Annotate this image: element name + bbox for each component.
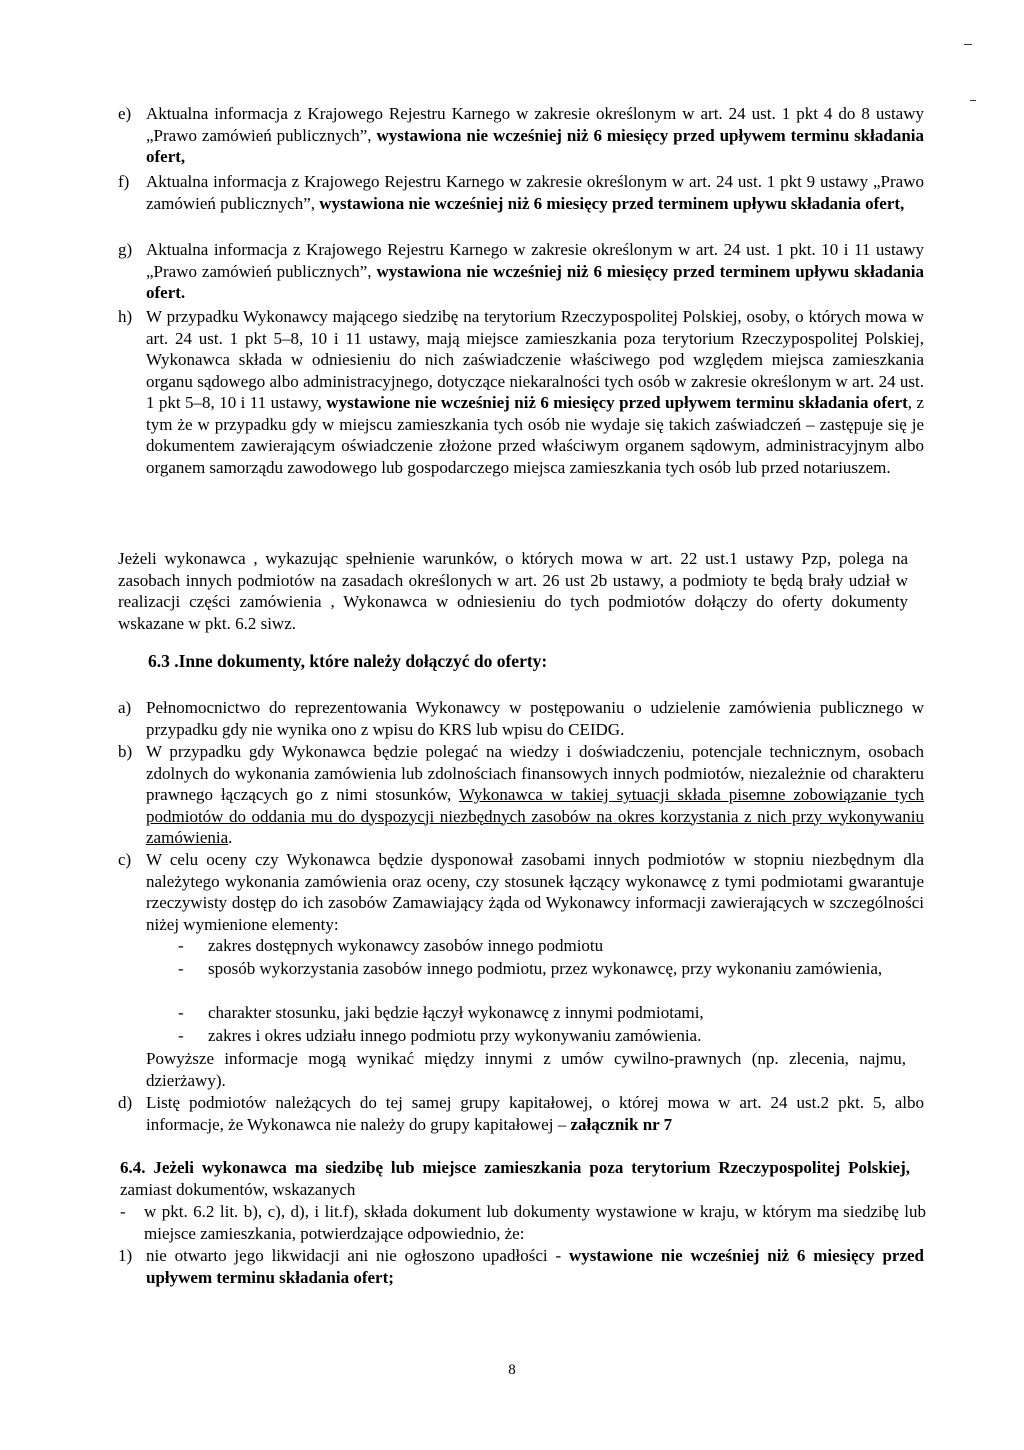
dash-item: [148, 1025, 918, 1047]
bold-text: wystawione nie wcześniej niż 6 miesięcy przed upływem terminu składania ofert;: [146, 1246, 924, 1287]
item-label: f): [118, 172, 130, 191]
item-label: a): [118, 698, 132, 717]
item-text: [146, 849, 924, 935]
list-item-1: [118, 1245, 924, 1288]
item-label: e): [118, 104, 132, 123]
heading-rest: zamiast dokumentów, wskazanych: [120, 1179, 356, 1199]
item-label: 1): [118, 1246, 133, 1265]
item-text: [146, 103, 924, 168]
item-text: [146, 306, 924, 478]
text-run: Listę podmiotów należących do tej samej grupy kapitałowej, o której mowa w art. 24 ust.2 pkt. 5, albo informacje, że Wykonawca nie należy do grupy kapitałowej –: [146, 1093, 924, 1134]
item-label: b): [118, 742, 133, 761]
bold-text: załącznik nr 7: [570, 1114, 673, 1134]
text-run: Aktualna informacja z Krajowego Rejestru Karnego w zakresie określonym w art. 24 ust. 1 pkt 4 do 8 ustawy „Prawo zamówień publicznych”,: [146, 104, 924, 145]
bold-text: wystawiona nie wcześniej niż 6 miesięcy przed terminem upływu składania ofert.: [146, 261, 924, 302]
bold-text: wystawione nie wcześniej niż 6 miesięcy przed upływem terminu składania ofert: [326, 393, 908, 412]
bold-text: wystawiona nie wcześniej niż 6 miesięcy przed terminem upływu składania ofert,: [319, 193, 905, 213]
item-text: [146, 239, 924, 304]
dash-text: sposób wykorzystania zasobów innego podmiotu, przez wykonawcę, przy wykonaniu zamówienia,: [208, 959, 883, 978]
bold-text: wystawiona nie wcześniej niż 6 miesięcy przed upływem terminu składania ofert,: [146, 125, 924, 166]
paragraph-resources: Jeżeli wykonawca , wykazując spełnienie warunków, o których mowa w art. 22 ust.1 ustawy Pzp, polega na zasobach innych podmiotów na zasadach określonych w art. 26 ust 2b ustawy, a podmioty te będą brały udział w realizacji części zamówienia , Wykonawca w odniesieniu do tych podmiotów dołączy do oferty dokumenty wskazane w pkt. 6.2 siwz.: [118, 549, 908, 633]
item-text: [146, 697, 924, 740]
item-label: g): [118, 240, 133, 259]
list-item-b: [118, 741, 924, 849]
text-run: W przypadku Wykonawcy mającego siedzibę na terytorium Rzeczypospolitej Polskiej, osoby, o których mowa w art. 24 ust. 1 pkt 5–8, 10 i 11 ustawy, mają miejsce zamieszkania poza terytorium Rzeczypospolitej Polskiej, Wykonawca składa w odniesieniu do nich zaświadczenie właściwego pod względem miejsca zamieszkania organu sądowego albo administracyjnego, dotyczące niekaralności tych osób w zakresie określonym w art. 24 ust. 1 pkt 5–8, 10 i 11 ustawy,: [146, 307, 924, 412]
dash-item: [148, 958, 918, 980]
dash-item: [148, 935, 918, 957]
text-run: W celu oceny czy Wykonawca będzie dysponował zasobami innych podmiotów w stopniu niezbędnym dla należytego wykonania zamówienia oraz oceny, czy stosunek łączący wykonawcę z tymi podmiotami gwarantuje rzeczywisty dostęp do ich zasobów Zamawiający żąda od Wykonawcy informacji zawierających w szczególności niżej wymienione elementy:: [146, 850, 924, 934]
list-item-g: [118, 239, 924, 304]
section-heading-6-3: 6.3 .Inne dokumenty, które należy dołączyć do oferty:: [148, 651, 548, 671]
dash-text: charakter stosunku, jaki będzie łączył wykonawcę z innymi podmiotami,: [208, 1003, 704, 1022]
item-text: [146, 171, 924, 214]
dash-text: zakres i okres udziału innego podmiotu przy wykonywaniu zamówienia.: [208, 1026, 702, 1045]
item-label: -: [120, 1202, 126, 1221]
page-number: 8: [508, 1362, 516, 1378]
list-item-a: [118, 697, 924, 740]
section-heading-6-4: [120, 1157, 910, 1200]
dash-bullet: -: [178, 1003, 184, 1022]
paragraph-c-note: Powyższe informacje mogą wynikać między innymi z umów cywilno-prawnych (np. zlecenia, najmu, dzierżawy).: [146, 1049, 906, 1090]
heading-bold: 6.4. Jeżeli wykonawca ma siedzibę lub miejsce zamieszkania poza terytorium Rzeczypospolitej Polskiej,: [120, 1158, 910, 1177]
item-label: h): [118, 307, 133, 326]
list-item-h: [118, 306, 924, 478]
text-run: nie otwarto jego likwidacji ani nie ogłoszono upadłości -: [146, 1246, 569, 1265]
underlined-text: Wykonawca w takiej sytuacji składa pisemne zobowiązanie tych podmiotów do oddania mu do dyspozycji niezbędnych zasobów na okres korzystania z nich przy wykonywaniu zamówienia: [146, 785, 925, 847]
text-run: Aktualna informacja z Krajowego Rejestru Karnego w zakresie określonym w art. 24 ust. 1 pkt 9 ustawy „Prawo zamówień publicznych”,: [146, 172, 924, 213]
scan-mark: [964, 44, 972, 45]
scan-mark: [970, 100, 976, 101]
list-item-e: [118, 103, 924, 168]
item-label: d): [118, 1093, 133, 1112]
item-text: [146, 1092, 924, 1135]
dash-bullet: -: [178, 936, 184, 955]
dash-bullet: -: [178, 1026, 184, 1045]
dash-item: [148, 1002, 918, 1024]
list-item-d: [118, 1092, 924, 1135]
list-item-f: [118, 171, 924, 214]
item-text: [146, 1245, 924, 1288]
text-run: w pkt. 6.2 lit. b), c), d), i lit.f), składa dokument lub dokumenty wystawione w kraju, w którym ma siedzibę lub miejsce zamieszkania, potwierdzające odpowiednio, że:: [144, 1202, 926, 1243]
text-run: .: [228, 828, 233, 847]
item-text: [146, 741, 924, 849]
dash-bullet: -: [178, 959, 184, 978]
text-run: , z tym że w przypadku gdy w miejscu zamieszkania tych osób nie wydaje się takich zaświadczeń – zastępuje się je dokumentem zawierającym oświadczenie złożone przed właściwym organem sądowym, administracyjnym albo organem samorządu zawodowego lub gospodarczego miejsca zamieszkania tych osób lub przed notariuszem.: [146, 393, 925, 477]
dash-text: zakres dostępnych wykonawcy zasobów innego podmiotu: [208, 936, 604, 955]
dash-intro: [120, 1201, 926, 1244]
list-item-c: [118, 849, 924, 935]
item-text: [144, 1201, 926, 1244]
text-run: W przypadku gdy Wykonawca będzie polegać na wiedzy i doświadczeniu, potencjale technicznym, osobach zdolnych do wykonania zamówienia lub zdolnościach finansowych innych podmiotów, niezależnie od charakteru prawnego łączących go z nimi stosunków,: [146, 742, 924, 804]
text-run: Aktualna informacja z Krajowego Rejestru Karnego w zakresie określonym w art. 24 ust. 1 pkt. 10 i 11 ustawy „Prawo zamówień publicznych”,: [146, 240, 924, 281]
text-run: Pełnomocnictwo do reprezentowania Wykonawcy w postępowaniu o udzielenie zamówienia publicznego w przypadku gdy nie wynika ono z wpisu do KRS lub wpisu do CEIDG.: [146, 698, 924, 739]
item-label: c): [118, 850, 132, 869]
